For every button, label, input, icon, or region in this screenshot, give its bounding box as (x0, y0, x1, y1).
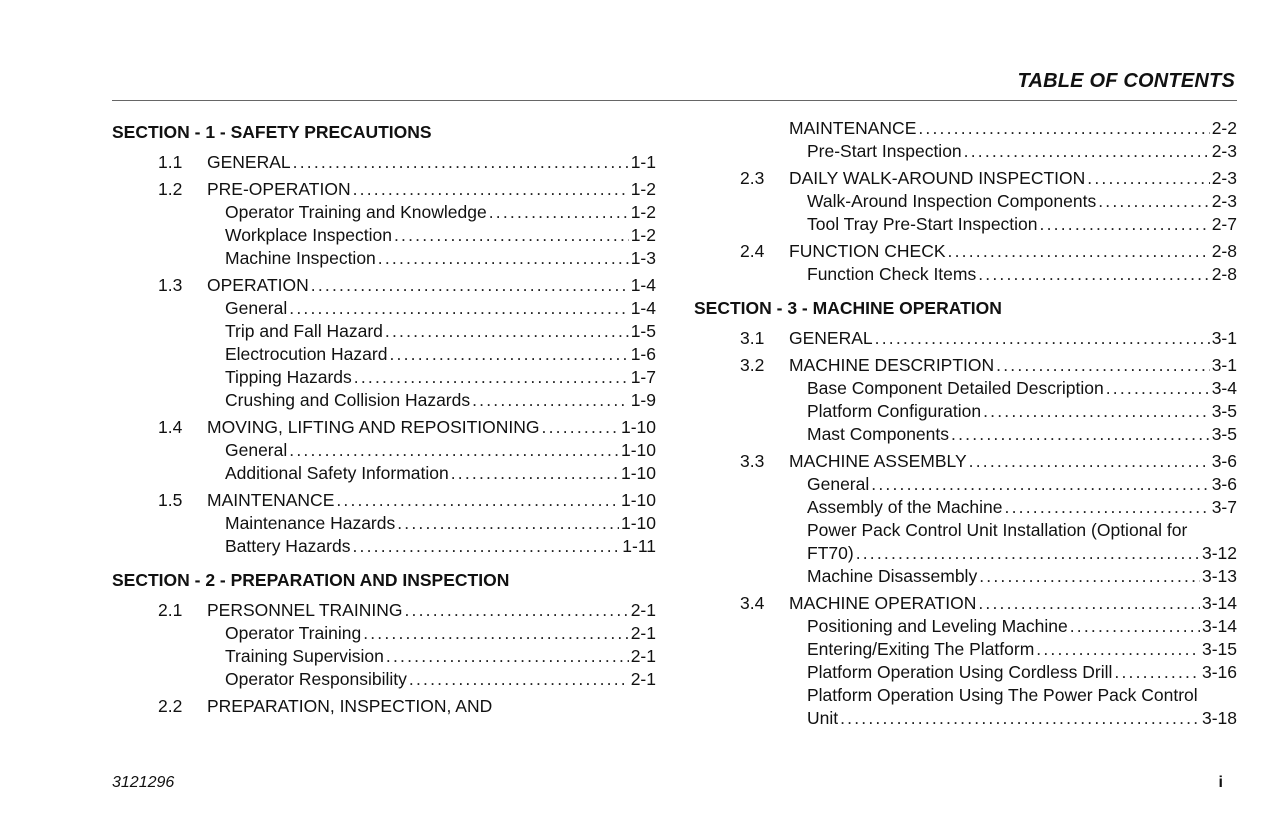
toc-subentry[interactable] (694, 661, 1237, 684)
dot-leader (354, 366, 629, 389)
toc-subentry[interactable] (694, 377, 1237, 400)
dot-leader (378, 247, 629, 270)
toc-entry[interactable] (112, 274, 656, 297)
entry-title: Unit (807, 708, 839, 728)
toc-right-column (694, 117, 1237, 730)
dot-leader (875, 327, 1210, 350)
entry-title: Machine Inspection (225, 248, 376, 268)
entry-title: Positioning and Leveling Machine (807, 616, 1068, 636)
toc-entry[interactable] (694, 167, 1237, 190)
dot-leader (293, 151, 629, 174)
entry-page: 1-5 (630, 321, 656, 341)
dot-leader (409, 668, 629, 691)
entry-page: 1-3 (630, 248, 656, 268)
entry-title: Workplace Inspection (225, 225, 392, 245)
page-number: i (1218, 774, 1223, 791)
dot-leader (1040, 213, 1210, 236)
entry-title: Base Component Detailed Description (807, 378, 1104, 398)
dot-leader (918, 117, 1209, 140)
entry-page: 2-3 (1211, 141, 1237, 161)
entry-page: 3-5 (1211, 424, 1237, 444)
toc-entry[interactable] (112, 695, 656, 718)
page-header-title: TABLE OF CONTENTS (1017, 70, 1235, 92)
entry-title: GENERAL (207, 152, 291, 172)
toc-subentry[interactable] (112, 366, 656, 389)
dot-leader (1098, 190, 1209, 213)
entry-page: 3-4 (1211, 378, 1237, 398)
dot-leader (979, 565, 1200, 588)
entry-number: 2.2 (158, 696, 183, 716)
entry-title: OPERATION (207, 275, 309, 295)
entry-title: MACHINE DESCRIPTION (789, 355, 995, 375)
toc-entry[interactable] (694, 450, 1237, 473)
entry-number: 1.2 (158, 179, 183, 199)
dot-leader (404, 599, 628, 622)
dot-leader (978, 592, 1200, 615)
entry-number: 3.4 (740, 593, 765, 613)
entry-title: Assembly of the Machine (807, 497, 1003, 517)
entry-page: 1-4 (630, 298, 656, 318)
toc-subentry[interactable] (694, 263, 1237, 286)
entry-page: 3-1 (1211, 355, 1237, 375)
toc-subentry[interactable] (694, 190, 1237, 213)
entry-page: 1-10 (620, 417, 656, 437)
entry-page: 1-4 (630, 275, 656, 295)
entry-number: 1.3 (158, 275, 183, 295)
entry-title: Pre-Start Inspection (807, 141, 962, 161)
entry-title: Function Check Items (807, 264, 977, 284)
entry-number: 3.3 (740, 451, 765, 471)
toc-subentry[interactable] (112, 201, 656, 224)
toc-subentry[interactable] (694, 423, 1237, 446)
dot-leader (385, 320, 629, 343)
dot-leader (1005, 496, 1210, 519)
toc-subentry[interactable] (694, 615, 1237, 638)
dot-leader (336, 489, 619, 512)
toc-subentry[interactable] (112, 668, 656, 691)
toc-subentry[interactable] (694, 542, 1237, 565)
entry-title: General (225, 298, 288, 318)
toc-subentry[interactable] (112, 320, 656, 343)
dot-leader (978, 263, 1209, 286)
toc-subentry[interactable] (694, 400, 1237, 423)
toc-subentry-line1[interactable]: Power Pack Control Unit Installation (Optional for (807, 520, 1188, 540)
toc-subentry[interactable] (112, 439, 656, 462)
entry-number: 1.4 (158, 417, 183, 437)
dot-leader (1070, 615, 1200, 638)
toc-subentry-line1[interactable]: Platform Operation Using The Power Pack Control (807, 685, 1198, 705)
entry-page: 1-7 (630, 367, 656, 387)
entry-number: 1.5 (158, 490, 183, 510)
entry-title: Battery Hazards (225, 536, 351, 556)
entry-page: 2-1 (630, 623, 656, 643)
dot-leader (386, 645, 629, 668)
toc-subentry[interactable] (694, 638, 1237, 661)
dot-leader (489, 201, 629, 224)
dot-leader (394, 224, 629, 247)
dot-leader (983, 400, 1210, 423)
dot-leader (840, 707, 1200, 730)
entry-title: MAINTENANCE (207, 490, 335, 510)
toc-subentry[interactable] (694, 140, 1237, 163)
entry-title: Platform Operation Using Cordless Drill (807, 662, 1113, 682)
toc-subentry[interactable] (694, 565, 1237, 588)
dot-leader (352, 535, 620, 558)
dot-leader (969, 450, 1210, 473)
entry-number: 2.1 (158, 600, 183, 620)
dot-leader (1036, 638, 1200, 661)
entry-page: 3-6 (1211, 451, 1237, 471)
toc-subentry[interactable] (112, 343, 656, 366)
entry-title: Walk-Around Inspection Components (807, 191, 1097, 211)
entry-title: Electrocution Hazard (225, 344, 388, 364)
dot-leader (353, 178, 629, 201)
dot-leader (397, 512, 619, 535)
toc-subentry[interactable] (112, 224, 656, 247)
entry-page: 3-14 (1201, 593, 1237, 613)
toc-entry-continued[interactable] (694, 117, 1237, 140)
entry-page: 2-1 (630, 669, 656, 689)
entry-title: Additional Safety Information (225, 463, 449, 483)
entry-page: 3-14 (1201, 616, 1237, 636)
entry-title: General (225, 440, 288, 460)
entry-page: 2-7 (1211, 214, 1237, 234)
entry-page: 2-2 (1211, 118, 1237, 138)
entry-title: Trip and Fall Hazard (225, 321, 383, 341)
dot-leader (542, 416, 619, 439)
entry-title: MAINTENANCE (789, 118, 917, 138)
entry-page: 1-1 (630, 152, 656, 172)
dot-leader (389, 343, 628, 366)
dot-leader (289, 297, 628, 320)
entry-number: 1.1 (158, 152, 183, 172)
dot-leader (1106, 377, 1210, 400)
toc-subentry[interactable] (112, 645, 656, 668)
entry-page: 1-10 (620, 440, 656, 460)
entry-title: Tool Tray Pre-Start Inspection (807, 214, 1038, 234)
dot-leader (856, 542, 1200, 565)
dot-leader (289, 439, 619, 462)
entry-page: 2-3 (1211, 168, 1237, 188)
dot-leader (363, 622, 629, 645)
toc-left-column (112, 117, 656, 718)
entry-title: Platform Configuration (807, 401, 982, 421)
dot-leader (948, 240, 1210, 263)
entry-page: 3-15 (1201, 639, 1237, 659)
entry-number: 2.4 (740, 241, 765, 261)
toc-subentry[interactable] (112, 297, 656, 320)
entry-title: MOVING, LIFTING AND REPOSITIONING (207, 417, 540, 437)
toc-entry[interactable] (694, 240, 1237, 263)
toc-subentry[interactable] (112, 535, 656, 558)
toc-entry[interactable] (694, 327, 1237, 350)
toc-subentry[interactable] (694, 496, 1237, 519)
dot-leader (1087, 167, 1209, 190)
toc-subentry[interactable] (694, 707, 1237, 730)
entry-page: 1-2 (630, 179, 656, 199)
entry-title: DAILY WALK-AROUND INSPECTION (789, 168, 1086, 188)
toc-entry[interactable] (112, 599, 656, 622)
entry-page: 1-2 (630, 202, 656, 222)
toc-entry[interactable] (112, 151, 656, 174)
entry-page: 3-13 (1201, 566, 1237, 586)
toc-subentry[interactable] (112, 512, 656, 535)
entry-title: PREPARATION, INSPECTION, AND (207, 696, 493, 716)
toc-subentry[interactable] (112, 389, 656, 412)
document-number: 3121296 (112, 774, 175, 791)
entry-title: Training Supervision (225, 646, 384, 666)
entry-title: Operator Training (225, 623, 362, 643)
entry-page: 1-10 (620, 513, 656, 533)
entry-page: 2-8 (1211, 264, 1237, 284)
toc-entry[interactable] (112, 178, 656, 201)
entry-page: 3-5 (1211, 401, 1237, 421)
toc-entry[interactable] (112, 489, 656, 512)
entry-page: 3-12 (1201, 543, 1237, 563)
toc-subentry[interactable] (112, 247, 656, 270)
dot-leader (1114, 661, 1200, 684)
entry-title: Operator Responsibility (225, 669, 407, 689)
dot-leader (472, 389, 629, 412)
entry-page: 1-10 (620, 463, 656, 483)
entry-title: Operator Training and Knowledge (225, 202, 487, 222)
entry-title: PRE-OPERATION (207, 179, 351, 199)
section-heading[interactable]: SECTION - 1 - SAFETY PRECAUTIONS (112, 122, 432, 142)
dot-leader (871, 473, 1209, 496)
entry-page: 1-2 (630, 225, 656, 245)
section-heading[interactable]: SECTION - 3 - MACHINE OPERATION (694, 298, 1002, 318)
entry-page: 3-7 (1211, 497, 1237, 517)
entry-title: GENERAL (789, 328, 873, 348)
entry-title: PERSONNEL TRAINING (207, 600, 403, 620)
entry-title: FUNCTION CHECK (789, 241, 946, 261)
entry-title: MACHINE OPERATION (789, 593, 977, 613)
entry-page: 3-1 (1211, 328, 1237, 348)
toc-subentry[interactable] (112, 622, 656, 645)
entry-title: Tipping Hazards (225, 367, 352, 387)
entry-number: 3.2 (740, 355, 765, 375)
entry-title: Crushing and Collision Hazards (225, 390, 471, 410)
entry-page: 1-10 (620, 490, 656, 510)
entry-title: General (807, 474, 870, 494)
entry-title: Maintenance Hazards (225, 513, 396, 533)
entry-title: FT70) (807, 543, 854, 563)
entry-number: 3.1 (740, 328, 765, 348)
entry-page: 3-16 (1201, 662, 1237, 682)
dot-leader (951, 423, 1210, 446)
toc-entry[interactable] (694, 354, 1237, 377)
dot-leader (996, 354, 1210, 377)
entry-page: 1-6 (630, 344, 656, 364)
entry-title: Machine Disassembly (807, 566, 978, 586)
entry-page: 2-1 (630, 600, 656, 620)
toc-entry[interactable] (112, 416, 656, 439)
dot-leader (311, 274, 629, 297)
entry-page: 2-8 (1211, 241, 1237, 261)
header-divider (112, 100, 1237, 101)
entry-page: 3-6 (1211, 474, 1237, 494)
entry-page: 1-11 (622, 536, 656, 556)
entry-number: 2.3 (740, 168, 765, 188)
toc-subentry[interactable] (112, 462, 656, 485)
entry-page: 3-18 (1201, 708, 1237, 728)
dot-leader (964, 140, 1210, 163)
entry-page: 2-1 (630, 646, 656, 666)
entry-page: 2-3 (1211, 191, 1237, 211)
entry-page: 1-9 (630, 390, 656, 410)
entry-title: Mast Components (807, 424, 950, 444)
entry-title: Entering/Exiting The Platform (807, 639, 1035, 659)
section-heading[interactable]: SECTION - 2 - PREPARATION AND INSPECTION (112, 570, 510, 590)
dot-leader (451, 462, 619, 485)
toc-subentry[interactable] (694, 213, 1237, 236)
entry-title: MACHINE ASSEMBLY (789, 451, 967, 471)
toc-entry[interactable] (694, 592, 1237, 615)
toc-subentry[interactable] (694, 473, 1237, 496)
